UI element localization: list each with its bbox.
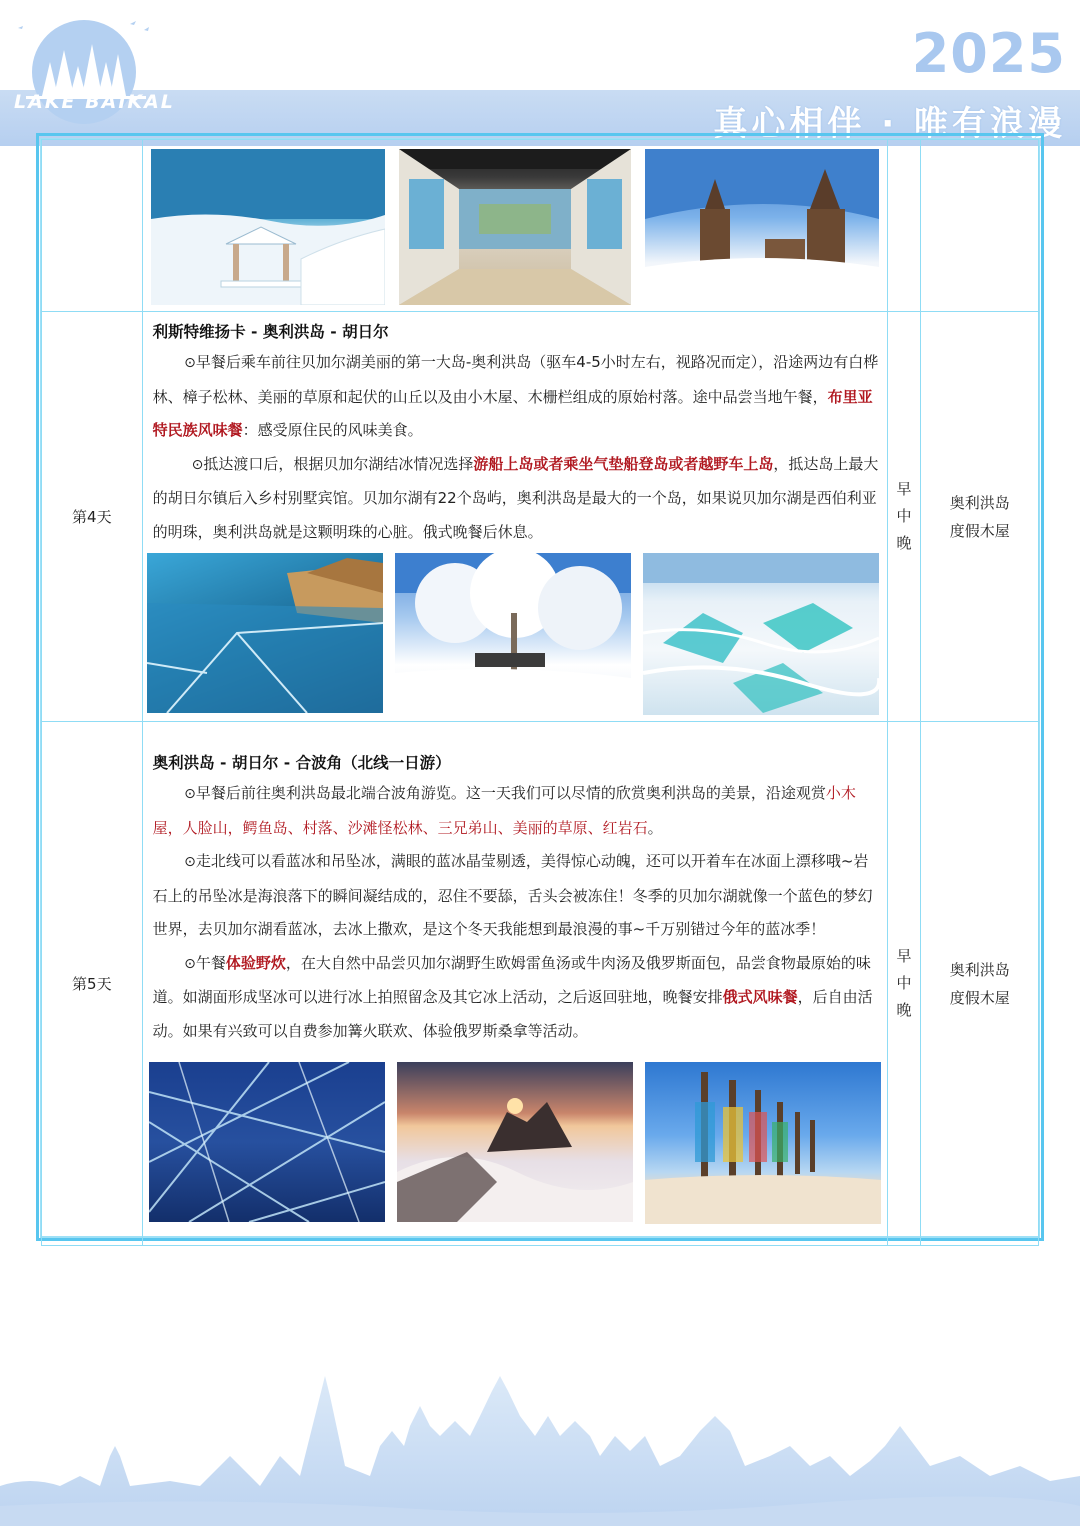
itinerary-table	[41, 139, 1039, 1246]
meals-cell	[887, 722, 921, 1246]
bullet-icon: ⊙	[184, 854, 196, 870]
itinerary-paragraph: ⊙走北线可以看蓝冰和吊坠冰，满眼的蓝冰晶莹剔透，美得惊心动魄，还可以开着车在冰面上漂移哦~岩石上的吊坠冰是海浪落下的瞬间凝结成的，忍住不要舔，舌头会被冻住！冬季的贝加尔湖就像一个蓝色的梦幻世界，去贝加尔湖看蓝冰，去冰上撒欢，是这个冬天我能想到最浪漫的事~千万别错过今年的蓝冰季！	[152, 852, 873, 938]
meal-lunch: 中	[896, 507, 912, 525]
day-label: 第5天	[42, 722, 143, 1246]
content-cell	[142, 722, 887, 1246]
bullet-icon: ⊙	[184, 786, 196, 802]
highlight-text: 俄式风味餐	[722, 988, 798, 1006]
ice-field-photo	[643, 553, 879, 715]
table-row	[42, 312, 1039, 722]
meal-breakfast: 早	[896, 480, 912, 498]
route-title: 利斯特维扬卡 - 奥利洪岛 - 胡日尔	[152, 323, 389, 341]
cracked-ice-photo	[149, 1062, 385, 1222]
content-cell	[142, 312, 887, 722]
highlight-text: 游船上岛或者乘坐气垫船登岛或者越野车上岛	[473, 454, 774, 473]
hotel-cell	[921, 312, 1039, 722]
museum-photo	[399, 149, 631, 305]
itinerary-paragraph: ⊙午餐体验野炊，在大自然中品尝贝加尔湖野生欧姆雷鱼汤或牛肉汤及俄罗斯面包，品尝食物最原始的味道。如湖面形成坚冰可以进行冰上拍照留念及其它冰上活动，之后返回驻地，晚餐安排俄式风味餐，后自由活动。如果有兴致可以自费参加篝火联欢、体验俄罗斯桑拿等活动。	[152, 953, 873, 1040]
hotel-name: 奥利洪岛	[949, 493, 1010, 512]
meal-lunch: 中	[896, 974, 912, 992]
serge-pillars-photo	[645, 1062, 881, 1224]
content-cell	[142, 140, 887, 312]
meals-cell	[887, 312, 921, 722]
highlight-text: 布里亚特民族风味餐	[152, 387, 873, 439]
slogan: 真心相伴 · 唯有浪漫	[713, 104, 1066, 144]
hotel-type: 度假木屋	[949, 988, 1010, 1007]
snow-forest-photo	[395, 553, 631, 713]
itinerary-paragraph: ⊙早餐后前往奥利洪岛最北端合波角游览。这一天我们可以尽情的欣赏奥利洪岛的美景，沿途观赏小木屋，人脸山，鳄鱼岛、村落、沙滩怪松林、三兄弟山、美丽的草原、红岩石。	[152, 784, 856, 837]
logo-text: LAKE BAIKAL	[14, 91, 175, 113]
itinerary-paragraph: ⊙抵达渡口后，根据贝加尔湖结冰情况选择游船上岛或者乘坐气垫船登岛或者越野车上岛，抵达岛上最大的胡日尔镇后入乡村别墅宾馆。贝加尔湖有22个岛屿，奥利洪岛是最大的一个岛，如果说贝加尔湖是西伯利亚的明珠，奥利洪岛就是这颗明珠的心脏。俄式晚餐后休息。	[152, 454, 879, 541]
itinerary-paragraph: ⊙早餐后乘车前往贝加尔湖美丽的第一大岛-奥利洪岛（驱车4-5小时左右，视路况而定），沿途两边有白桦林、樟子松林、美丽的草原和起伏的山丘以及由小木屋、木栅栏组成的原始村落。途中品尝当地午餐，布里亚特民族风味餐：感受原住民的风味美食。	[152, 353, 879, 439]
meal-dinner: 晚	[896, 534, 912, 552]
meal-dinner: 晚	[896, 1001, 912, 1019]
highlight-text: 体验野炊	[225, 953, 286, 972]
hotel-cell	[921, 140, 1039, 312]
hotel-name: 奥利洪岛	[949, 960, 1010, 979]
meals-cell	[887, 140, 921, 312]
city-skyline-illustration	[0, 1336, 1080, 1526]
bullet-icon: ⊙	[184, 355, 196, 371]
clear-ice-photo	[147, 553, 383, 713]
hotel-cell	[921, 722, 1039, 1246]
route-title: 奥利洪岛 - 胡日尔 - 合波角（北线一日游）	[152, 754, 451, 772]
hotel-type: 度假木屋	[949, 521, 1010, 540]
bullet-icon: ⊙	[184, 955, 196, 972]
highlight-text: 小木屋，人脸山，鳄鱼岛、村落、沙滩怪松林、三兄弟山、美丽的草原、红岩石	[152, 784, 856, 837]
bullet-icon: ⊙	[191, 456, 204, 473]
photo-row	[149, 1062, 881, 1224]
gazebo-photo	[151, 149, 385, 305]
table-row	[42, 722, 1039, 1246]
photo-row	[147, 553, 879, 715]
photo-row	[151, 149, 879, 305]
day-label: 第4天	[42, 312, 143, 722]
wooden-church-photo	[645, 149, 879, 301]
table-row	[42, 140, 1039, 312]
day-cell	[42, 140, 143, 312]
shaman-rock-sunset-photo	[397, 1062, 633, 1222]
page-header	[0, 0, 1080, 150]
meal-breakfast: 早	[896, 947, 912, 965]
year-title: 2025	[911, 22, 1066, 85]
